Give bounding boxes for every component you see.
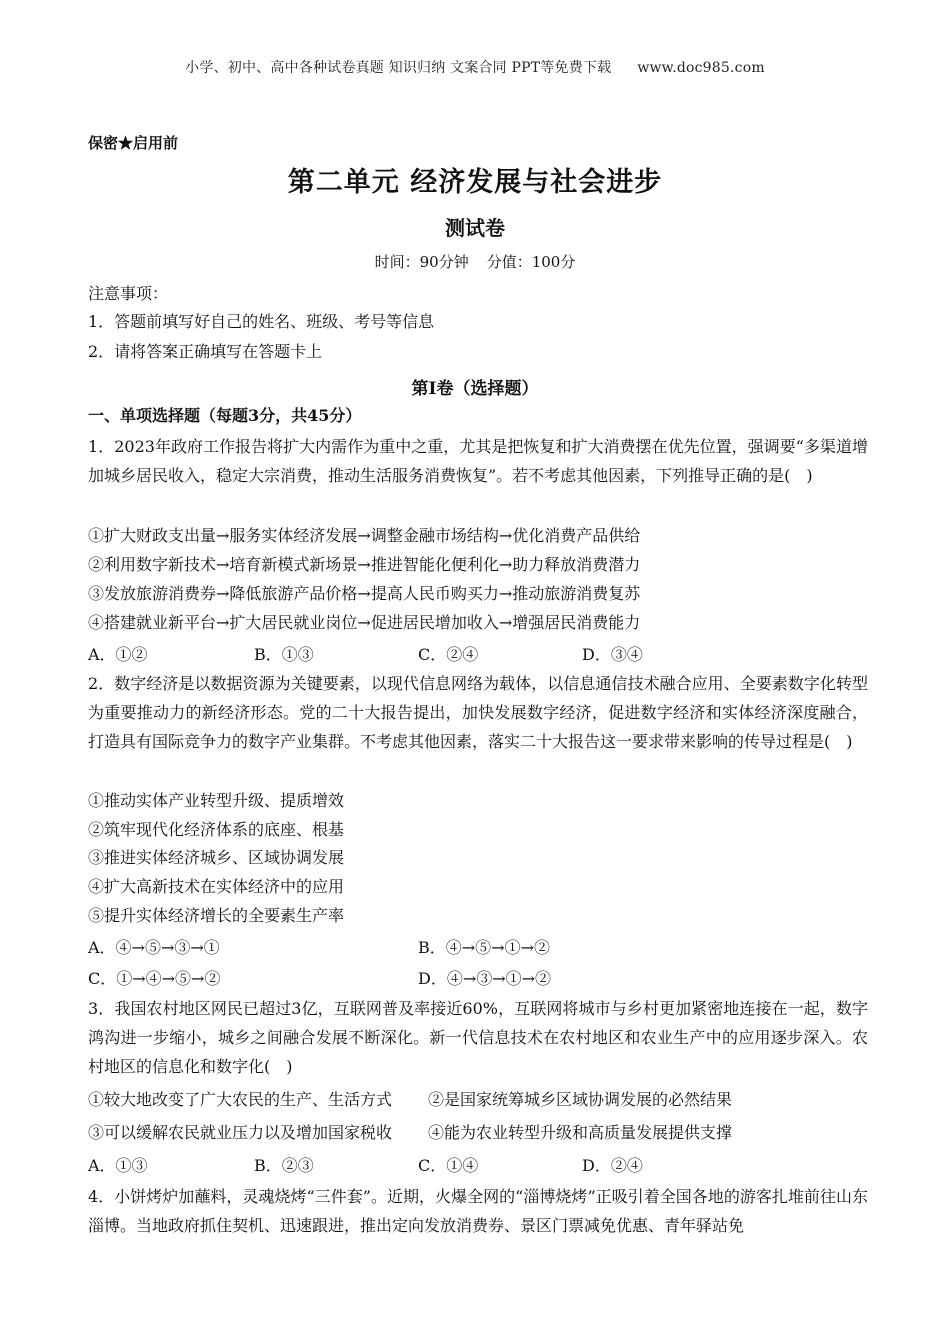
exam-time: 时间：90分钟 bbox=[374, 253, 469, 271]
section-heading: 一、单项选择题（每题3分，共45分） bbox=[88, 406, 362, 425]
option-c[interactable]: C．①→④→⑤→② bbox=[88, 969, 221, 988]
note-item: 1．答题前填写好自己的姓名、班级、考号等信息 bbox=[88, 312, 435, 331]
question-2-item: ④扩大高新技术在实体经济中的应用 bbox=[88, 877, 345, 896]
page-header bbox=[0, 57, 950, 77]
question-2-options-row-1 bbox=[88, 935, 868, 957]
option-d[interactable]: D．②④ bbox=[582, 1156, 643, 1175]
question-1-stem: 1．2023年政府工作报告将扩大内需作为重中之重，尤其是把恢复和扩大消费摆在优先位置，强调要“多渠道增加城乡居民收入，稳定大宗消费，推动生活服务消费恢复”。若不考虑其他因素，下列推导正确的是( ) bbox=[88, 437, 868, 485]
question-2-item: ②筑牢现代化经济体系的底座、根基 bbox=[88, 820, 345, 839]
option-d[interactable]: D．④→③→①→② bbox=[418, 969, 552, 988]
header-text: 小学、初中、高中各种试卷真题 知识归纳 文案合同 PPT等免费下载 bbox=[185, 60, 612, 76]
question-4-stem: 4．小饼烤炉加蘸料，灵魂烧烤“三件套”。近期，火爆全网的“淄博烧烤”正吸引着全国各地的游客扎堆前往山东淄博。当地政府抓住契机、迅速跟进，推出定向发放消费券、景区门票减免优惠、青年驿站免 bbox=[88, 1187, 868, 1235]
option-b[interactable]: B．①③ bbox=[254, 645, 314, 664]
question-1-options bbox=[88, 642, 868, 664]
option-b[interactable]: B．②③ bbox=[254, 1156, 314, 1175]
page-title: 第二单元 经济发展与社会进步 bbox=[287, 167, 663, 198]
option-c[interactable]: C．①④ bbox=[418, 1156, 479, 1175]
option-b[interactable]: B．④→⑤→①→② bbox=[418, 938, 550, 957]
question-3-item: ②是国家统筹城乡区域协调发展的必然结果 bbox=[428, 1090, 733, 1109]
question-2-item: ⑤提升实体经济增长的全要素生产率 bbox=[88, 906, 345, 925]
notes-title: 注意事项： bbox=[88, 284, 169, 303]
question-3-item: ①较大地改变了广大农民的生产、生活方式 bbox=[88, 1090, 393, 1109]
option-c[interactable]: C．②④ bbox=[418, 645, 479, 664]
question-1-item: ②利用数字新技术→培育新模式新场景→推进智能化便利化→助力释放消费潜力 bbox=[88, 555, 641, 574]
exam-score: 分值：100分 bbox=[486, 253, 576, 271]
page-subtitle: 测试卷 bbox=[445, 216, 505, 240]
option-d[interactable]: D．③④ bbox=[582, 645, 643, 664]
option-a[interactable]: A．①③ bbox=[88, 1156, 148, 1175]
question-2-options-row-2 bbox=[88, 966, 868, 988]
confidential-label: 保密★启用前 bbox=[88, 134, 179, 152]
question-3-stem: 3．我国农村地区网民已超过3亿，互联网普及率接近60%，互联网将城市与乡村更加紧密地连接在一起，数字鸿沟进一步缩小，城乡之间融合发展不断深化。新一代信息技术在农村地区和农业生产中的应用逐步深入。农村地区的信息化和数字化( ) bbox=[88, 999, 868, 1076]
question-2-stem: 2．数字经济是以数据资源为关键要素，以现代信息网络为载体，以信息通信技术融合应用、全要素数字化转型为重要推动力的新经济形态。党的二十大报告提出，加快发展数字经济，促进数字经济和实体经济深度融合，打造具有国际竞争力的数字产业集群。不考虑其他因素，落实二十大报告这一要求带来影响的传导过程是( ) bbox=[88, 674, 868, 751]
exam-meta bbox=[0, 251, 950, 272]
question-3-items-row-2 bbox=[88, 1120, 868, 1142]
question-1-item: ③发放旅游消费券→降低旅游产品价格→提高人民币购买力→推动旅游消费复苏 bbox=[88, 584, 641, 603]
question-3-options bbox=[88, 1153, 868, 1175]
question-1-item: ①扩大财政支出量→服务实体经济发展→调整金融市场结构→优化消费产品供给 bbox=[88, 526, 641, 545]
question-2-item: ①推动实体产业转型升级、提质增效 bbox=[88, 791, 345, 810]
question-3-item: ④能为农业转型升级和高质量发展提供支撑 bbox=[428, 1123, 733, 1142]
option-a[interactable]: A．④→⑤→③→① bbox=[88, 938, 220, 957]
question-2-item: ③推进实体经济城乡、区域协调发展 bbox=[88, 848, 345, 867]
option-a[interactable]: A．①② bbox=[88, 645, 148, 664]
volume-heading: 第I卷（选择题） bbox=[411, 379, 539, 399]
note-item: 2．请将答案正确填写在答题卡上 bbox=[88, 342, 323, 361]
question-3-items-row-1 bbox=[88, 1087, 868, 1109]
question-3-item: ③可以缓解农民就业压力以及增加国家税收 bbox=[88, 1123, 393, 1142]
question-1-item: ④搭建就业新平台→扩大居民就业岗位→促进居民增加收入→增强居民消费能力 bbox=[88, 613, 641, 632]
header-site-link[interactable]: www.doc985.com bbox=[637, 60, 765, 76]
